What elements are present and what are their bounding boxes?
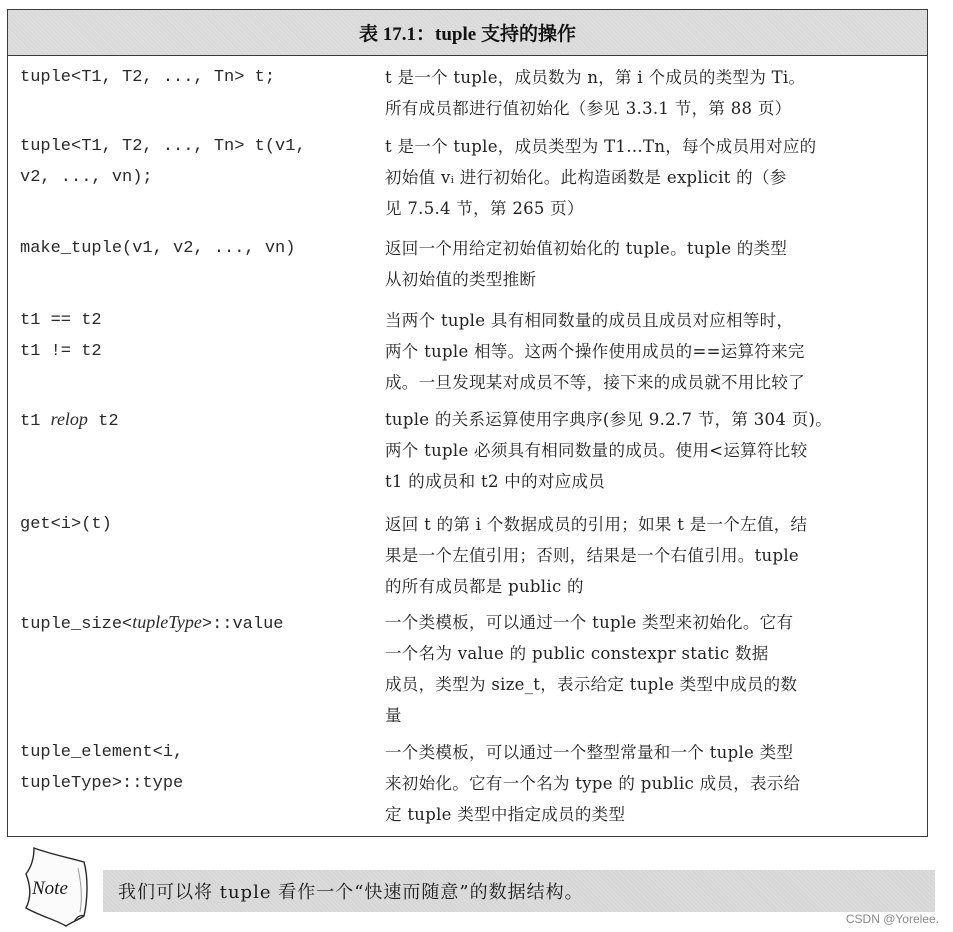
note-callout [103, 870, 935, 912]
description-cell: tuple 的关系运算使用字典序(参见 9.2.7 节，第 304 页)。 两个 tuple 必须具有相同数量的成员。使用<运算符比较 t1 的成员和 t2 中的对应成员 [385, 410, 833, 491]
operation-cell: tuple<T1, T2, ..., Tn> t; [20, 68, 276, 87]
table-title: 表 17.1：tuple 支持的操作 [8, 10, 927, 56]
description-cell: 返回一个用给定初始值初始化的 tuple。tuple 的类型 从初始值的类型推断 [385, 239, 788, 289]
tuple-operations-table [7, 9, 928, 837]
description-cell: t 是一个 tuple，成员数为 n，第 i 个成员的类型为 Ti。 所有成员都进行值初始化（参见 3.3.1 节，第 88 页） [385, 68, 806, 118]
operation-cell: get<i>(t) [20, 515, 112, 534]
operation-cell: tuple_element<i, tupleType>::type [20, 743, 184, 793]
description-cell: t 是一个 tuple，成员类型为 T1…Tn，每个成员用对应的 初始值 vᵢ 进行初始化。此构造函数是 explicit 的（参 见 7.5.4 节，第 265 页） [385, 137, 817, 218]
operation-cell: make_tuple(v1, v2, ..., vn) [20, 239, 296, 258]
operation-cell: tuple<T1, T2, ..., Tn> t(v1, v2, ..., vn); [20, 137, 306, 187]
watermark: CSDN @Yorelee. [845, 912, 939, 926]
operation-cell: t1 == t2 t1 != t2 [20, 311, 102, 361]
description-cell: 当两个 tuple 具有相同数量的成员且成员对应相等时， 两个 tuple 相等。这两个操作使用成员的==运算符来完 成。一旦发现某对成员不等，接下来的成员就不用比较了 [385, 311, 805, 392]
note-text: 我们可以将 tuple 看作一个“快速而随意”的数据结构。 [118, 882, 584, 903]
svg-text:Note: Note [32, 878, 68, 899]
operation-cell: t1 relop t2 [20, 409, 119, 431]
description-cell: 一个类模板，可以通过一个 tuple 类型来初始化。它有 一个名为 value 的 public constexpr static 数据 成员，类型为 size_t，表示给定 tuple 类型中成员的数 量 [385, 613, 798, 725]
description-cell: 返回 t 的第 i 个数据成员的引用；如果 t 是一个左值，结 果是一个左值引用；否则，结果是一个右值引用。tuple 的所有成员都是 public 的 [385, 515, 808, 596]
operation-cell: tuple_size<tupleType>::value [20, 612, 284, 634]
note-icon [22, 846, 92, 928]
description-cell: 一个类模板，可以通过一个整型常量和一个 tuple 类型 来初始化。它有一个名为 type 的 public 成员，表示给 定 tuple 类型中指定成员的类型 [385, 743, 801, 824]
